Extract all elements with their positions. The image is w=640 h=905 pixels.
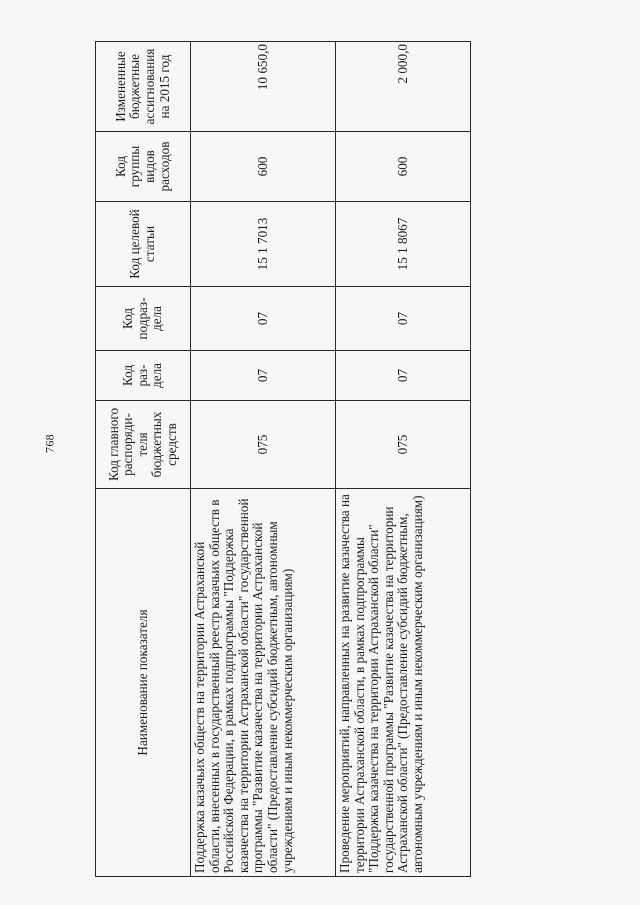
cell-podrazdel: 07 xyxy=(336,287,471,351)
cell-gruppa-vidov: 600 xyxy=(336,132,471,202)
cell-podrazdel: 07 xyxy=(191,287,336,351)
cell-gruppa-vidov: 600 xyxy=(191,132,336,202)
page-number: 768 xyxy=(42,434,57,453)
column-header-name: Наименование показателя xyxy=(96,489,191,877)
column-header-gruppa-vidov: Код группы видов расходов xyxy=(96,132,191,202)
column-header-grbs: Код главного распоряди-теля бюджетных средств xyxy=(96,401,191,489)
cell-grbs: 075 xyxy=(191,401,336,489)
cell-razdel: 07 xyxy=(336,351,471,401)
column-header-razdel: Код раз-дела xyxy=(96,351,191,401)
cell-amount: 10 650,0 xyxy=(191,42,336,132)
table-header-row xyxy=(96,42,191,877)
cell-tsel-statya: 15 1 7013 xyxy=(191,202,336,287)
table-row xyxy=(336,42,471,877)
cell-razdel: 07 xyxy=(191,351,336,401)
cell-amount: 2 000,0 xyxy=(336,42,471,132)
cell-name: Поддержка казачьих обществ на территории Астраханской области, внесенных в государственный реестр казачьих обществ в Российской Федерации, в рамках подпрограммы "Поддержка казачества на территории Астраханской области" государственной программы "Развитие казачества на территории Астраханской области" (Предоставление субсидий бюджетным, автономным учреждениям и иным некоммерческим организациям) xyxy=(191,489,336,877)
column-header-tsel-statya: Код целевой статьи xyxy=(96,202,191,287)
column-header-amount: Измененные бюджетные ассигнования на 2015 год xyxy=(96,42,191,132)
budget-table xyxy=(95,41,471,877)
column-header-podrazdel: Код подраз-дела xyxy=(96,287,191,351)
cell-grbs: 075 xyxy=(336,401,471,489)
rotated-table-container xyxy=(95,42,470,877)
cell-name: Проведение мероприятий, направленных на развитие казачества на территории Астраханской области, в рамках подпрограммы "Поддержка казачества на территории Астраханской области" государственной программы "Развитие казачества на территории Астраханской области" (Предоставление субсидий бюджетным, автономным учреждениям и иным некоммерческим организациям) xyxy=(336,489,471,877)
table-row xyxy=(191,42,336,877)
cell-tsel-statya: 15 1 8067 xyxy=(336,202,471,287)
